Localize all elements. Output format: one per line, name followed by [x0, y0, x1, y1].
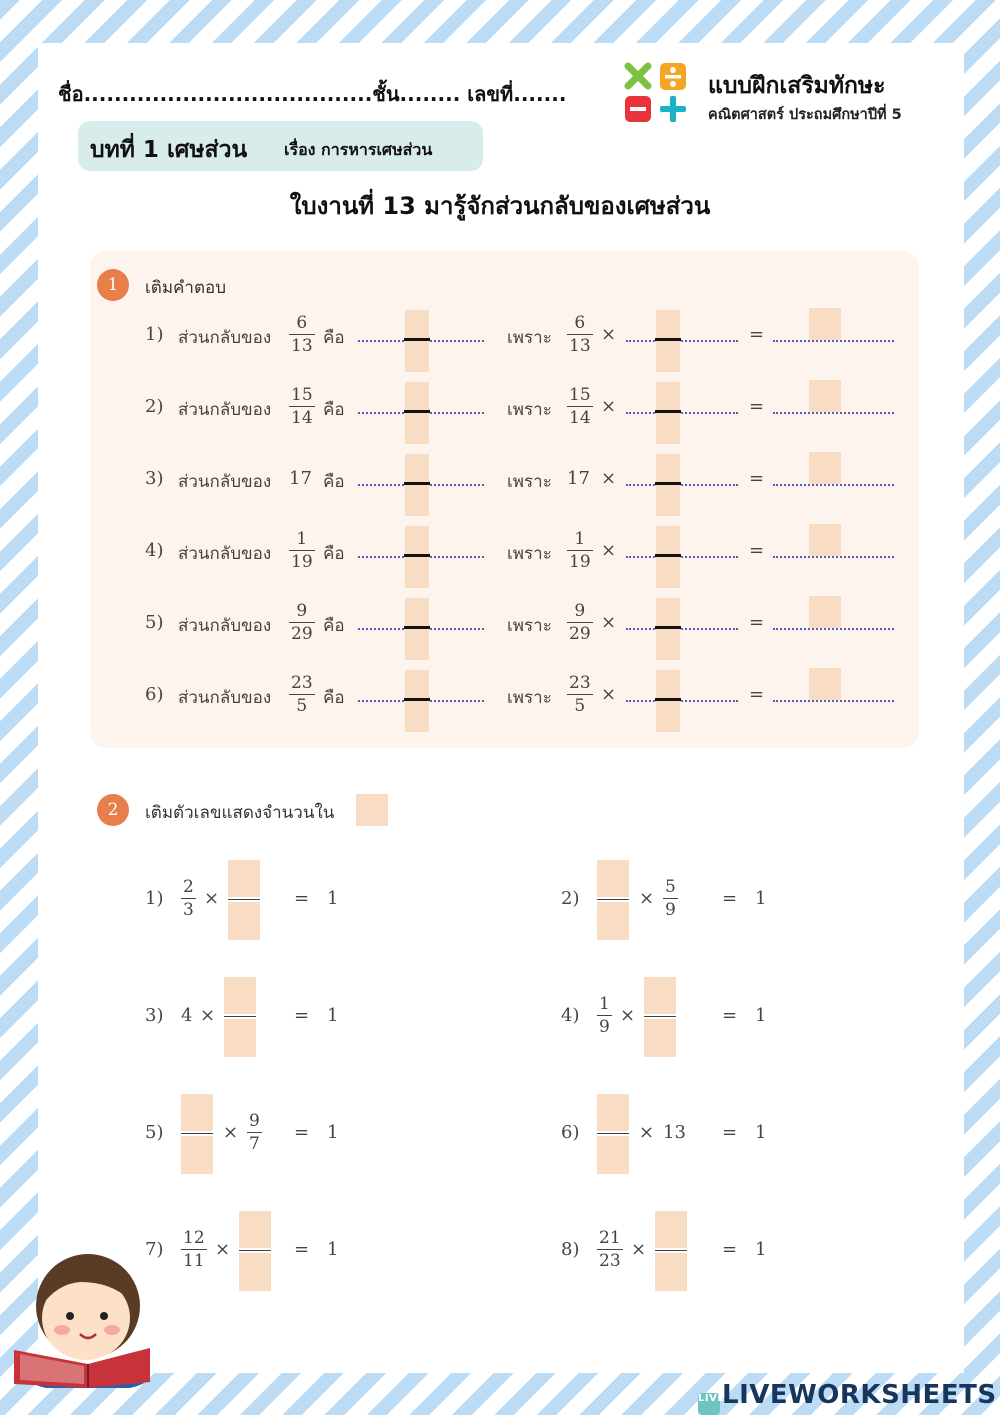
given-fraction-numerator: 23	[291, 673, 313, 693]
given-fraction	[247, 1110, 262, 1155]
item-label: 7)	[145, 1239, 164, 1260]
answer-dotted-line	[626, 484, 738, 486]
given-fraction-numerator: 15	[569, 385, 591, 405]
given-fraction-numerator: 15	[291, 385, 313, 405]
answer-dotted-line	[626, 628, 738, 630]
result-one: 1	[755, 1122, 767, 1143]
equals-sign: =	[722, 1239, 738, 1260]
fraction-bar	[655, 698, 681, 701]
answer-dotted-line	[626, 340, 738, 342]
item-label: 2)	[145, 396, 164, 417]
given-fraction	[663, 876, 678, 921]
given-fraction	[289, 672, 315, 717]
given-fraction-numerator: 23	[569, 673, 591, 693]
is-label: คือ	[323, 400, 345, 420]
given-fraction-numerator: 9	[296, 601, 308, 621]
product-answer-input[interactable]	[809, 668, 841, 700]
equals-sign: =	[722, 1005, 738, 1026]
answer-dotted-line	[626, 556, 738, 558]
item-label: 5)	[145, 1122, 164, 1143]
given-fraction	[567, 384, 593, 429]
given-fraction-numerator: 9	[249, 1111, 260, 1131]
given-fraction-denominator: 19	[291, 552, 313, 573]
reciprocal-of-label: ส่วนกลับของ	[178, 544, 272, 564]
given-fraction-numerator: 21	[599, 1228, 621, 1248]
given-fraction	[567, 528, 593, 573]
product-answer-input[interactable]	[809, 308, 841, 340]
fraction-bar	[404, 410, 430, 413]
live-badge: LIVE	[698, 1393, 720, 1415]
given-fraction	[289, 600, 315, 645]
fraction-answer-input[interactable]	[597, 860, 629, 940]
given-fraction-denominator: 5	[296, 696, 308, 717]
fraction-bar	[655, 482, 681, 485]
answer-dotted-line	[773, 484, 894, 486]
fraction-bar	[597, 1133, 629, 1134]
times-sign: ×	[204, 888, 220, 909]
fraction-answer-input[interactable]	[228, 860, 260, 940]
times-sign: ×	[601, 396, 617, 417]
fraction-bar	[597, 899, 629, 900]
times-sign: ×	[200, 1005, 216, 1026]
given-fraction-denominator: 9	[599, 1017, 610, 1038]
item-label: 1)	[145, 888, 164, 909]
times-sign: ×	[601, 324, 617, 345]
because-label: เพราะ	[507, 328, 552, 348]
section2-instruction: เติมตัวเลขแสดงจำนวนใน	[145, 803, 335, 823]
is-label: คือ	[323, 616, 345, 636]
item-label: 1)	[145, 324, 164, 345]
reciprocal-of-label: ส่วนกลับของ	[178, 328, 272, 348]
result-one: 1	[755, 1239, 767, 1260]
reciprocal-of-label: ส่วนกลับของ	[178, 472, 272, 492]
given-fraction	[567, 672, 593, 717]
fraction-bar	[655, 626, 681, 629]
given-fraction-denominator: 14	[291, 408, 313, 429]
times-sign: ×	[620, 1005, 636, 1026]
given-fraction-denominator: 7	[249, 1134, 260, 1155]
student-info-line: ชื่อ......................................ชั้น........ เลขที่.......	[58, 82, 567, 106]
given-fraction	[567, 600, 593, 645]
result-one: 1	[755, 1005, 767, 1026]
given-whole-number: 4	[181, 1005, 193, 1026]
given-fraction-denominator: 13	[569, 336, 591, 357]
fraction-answer-input[interactable]	[644, 977, 676, 1057]
equals-sign: =	[722, 888, 738, 909]
given-fraction-numerator: 1	[599, 994, 610, 1014]
fraction-answer-input[interactable]	[239, 1211, 271, 1291]
reciprocal-answer-input[interactable]	[405, 454, 429, 516]
fraction-bar	[239, 1250, 271, 1251]
because-label: เพราะ	[507, 472, 552, 492]
chapter-subject: เรื่อง การหารเศษส่วน	[284, 140, 433, 159]
reciprocal-of-label: ส่วนกลับของ	[178, 616, 272, 636]
given-fraction-numerator: 1	[574, 529, 586, 549]
reciprocal-answer-input[interactable]	[405, 526, 429, 588]
multiplier-answer-input[interactable]	[656, 310, 680, 372]
fraction-answer-input[interactable]	[655, 1211, 687, 1291]
times-sign: ×	[601, 612, 617, 633]
reciprocal-of-label: ส่วนกลับของ	[178, 400, 272, 420]
fraction-answer-input[interactable]	[224, 977, 256, 1057]
given-whole-number: 17	[567, 468, 590, 489]
is-label: คือ	[323, 328, 345, 348]
given-fraction	[289, 528, 315, 573]
because-label: เพราะ	[507, 688, 552, 708]
given-fraction	[181, 876, 196, 921]
fraction-bar	[655, 410, 681, 413]
given-fraction	[289, 384, 315, 429]
item-label: 4)	[561, 1005, 580, 1026]
times-sign: ×	[215, 1239, 231, 1260]
chapter-banner	[78, 121, 483, 171]
fraction-bar	[404, 626, 430, 629]
minus-icon	[625, 96, 651, 122]
given-fraction-numerator: 6	[574, 313, 586, 333]
brand-title: แบบฝึกเสริมทักษะ	[708, 73, 886, 99]
multiplier-answer-input[interactable]	[656, 454, 680, 516]
given-fraction	[289, 312, 315, 357]
fraction-bar	[404, 554, 430, 557]
plus-icon	[660, 96, 686, 122]
given-fraction-denominator: 3	[183, 900, 194, 921]
example-answer-box	[356, 794, 388, 826]
answer-dotted-line	[773, 412, 894, 414]
fraction-bar	[655, 554, 681, 557]
section2-number-badge: 2	[97, 794, 129, 826]
equals-sign: =	[749, 396, 765, 417]
given-fraction-denominator: 11	[183, 1251, 205, 1272]
given-fraction-denominator: 9	[665, 900, 676, 921]
given-fraction-numerator: 1	[296, 529, 308, 549]
times-sign: ×	[223, 1122, 239, 1143]
result-one: 1	[327, 1122, 339, 1143]
equals-sign: =	[749, 324, 765, 345]
section1-number-badge: 1	[97, 269, 129, 301]
answer-dotted-line	[773, 556, 894, 558]
answer-dotted-line	[773, 700, 894, 702]
boy-reading-illustration	[0, 1238, 160, 1388]
given-fraction-numerator: 5	[665, 877, 676, 897]
equals-sign: =	[294, 1122, 310, 1143]
worksheet-title: ใบงานที่ 13 มารู้จักส่วนกลับของเศษส่วน	[289, 192, 711, 220]
item-label: 6)	[145, 684, 164, 705]
multiplier-answer-input[interactable]	[656, 382, 680, 444]
multiplier-answer-input[interactable]	[656, 526, 680, 588]
product-answer-input[interactable]	[809, 596, 841, 628]
multiplier-answer-input[interactable]	[656, 670, 680, 732]
times-sign: ×	[639, 1122, 655, 1143]
fraction-bar	[644, 1016, 676, 1017]
fraction-answer-input[interactable]	[181, 1094, 213, 1174]
item-label: 6)	[561, 1122, 580, 1143]
fraction-bar	[224, 1016, 256, 1017]
answer-dotted-line	[773, 628, 894, 630]
because-label: เพราะ	[507, 544, 552, 564]
fraction-bar	[404, 698, 430, 701]
equals-sign: =	[294, 1239, 310, 1260]
item-label: 8)	[561, 1239, 580, 1260]
product-answer-input[interactable]	[809, 380, 841, 412]
multiplier-answer-input[interactable]	[656, 598, 680, 660]
equals-sign: =	[749, 468, 765, 489]
equals-sign: =	[749, 612, 765, 633]
fraction-bar	[404, 482, 430, 485]
times-sign: ×	[601, 684, 617, 705]
given-fraction-numerator: 9	[574, 601, 586, 621]
times-sign: ×	[631, 1239, 647, 1260]
fraction-bar	[181, 1133, 213, 1134]
item-label: 5)	[145, 612, 164, 633]
because-label: เพราะ	[507, 616, 552, 636]
product-answer-input[interactable]	[809, 452, 841, 484]
chapter-title: บทที่ 1 เศษส่วน	[90, 137, 248, 163]
given-fraction	[567, 312, 593, 357]
given-fraction-denominator: 5	[574, 696, 586, 717]
result-one: 1	[327, 1239, 339, 1260]
given-fraction-numerator: 6	[296, 313, 308, 333]
answer-dotted-line	[626, 412, 738, 414]
fraction-bar	[404, 338, 430, 341]
given-fraction-denominator: 29	[291, 624, 313, 645]
times-sign: ×	[639, 888, 655, 909]
item-label: 3)	[145, 1005, 164, 1026]
fraction-answer-input[interactable]	[597, 1094, 629, 1174]
item-label: 4)	[145, 540, 164, 561]
equals-sign: =	[722, 1122, 738, 1143]
liveworksheets-wordmark: LIVEWORKSHEETS	[722, 1380, 997, 1410]
given-fraction	[597, 993, 612, 1038]
given-fraction-numerator: 12	[183, 1228, 205, 1248]
given-whole-number: 13	[663, 1122, 686, 1143]
given-fraction-numerator: 2	[183, 877, 194, 897]
result-one: 1	[327, 1005, 339, 1026]
times-sign: ×	[601, 468, 617, 489]
is-label: คือ	[323, 544, 345, 564]
given-fraction-denominator: 23	[599, 1251, 621, 1272]
fraction-bar	[228, 899, 260, 900]
equals-sign: =	[749, 540, 765, 561]
reciprocal-answer-input[interactable]	[405, 670, 429, 732]
reciprocal-answer-input[interactable]	[405, 310, 429, 372]
is-label: คือ	[323, 472, 345, 492]
liveworksheets-logo	[698, 1380, 997, 1415]
because-label: เพราะ	[507, 400, 552, 420]
given-fraction-denominator: 29	[569, 624, 591, 645]
fraction-bar	[655, 1250, 687, 1251]
section1-instruction: เติมคำตอบ	[145, 278, 227, 298]
is-label: คือ	[323, 688, 345, 708]
given-fraction-denominator: 14	[569, 408, 591, 429]
equals-sign: =	[294, 888, 310, 909]
equals-sign: =	[294, 1005, 310, 1026]
result-one: 1	[755, 888, 767, 909]
times-sign: ×	[601, 540, 617, 561]
item-label: 2)	[561, 888, 580, 909]
reciprocal-answer-input[interactable]	[405, 598, 429, 660]
fraction-bar	[655, 338, 681, 341]
answer-dotted-line	[626, 700, 738, 702]
given-fraction	[181, 1227, 207, 1272]
reciprocal-answer-input[interactable]	[405, 382, 429, 444]
brand-subtitle: คณิตศาสตร์ ประถมศึกษาปีที่ 5	[708, 107, 902, 123]
reciprocal-of-label: ส่วนกลับของ	[178, 688, 272, 708]
given-fraction	[597, 1227, 623, 1272]
given-fraction-denominator: 13	[291, 336, 313, 357]
answer-dotted-line	[773, 340, 894, 342]
given-fraction-denominator: 19	[569, 552, 591, 573]
result-one: 1	[327, 888, 339, 909]
given-whole-number: 17	[289, 468, 312, 489]
item-label: 3)	[145, 468, 164, 489]
equals-sign: =	[749, 684, 765, 705]
product-answer-input[interactable]	[809, 524, 841, 556]
